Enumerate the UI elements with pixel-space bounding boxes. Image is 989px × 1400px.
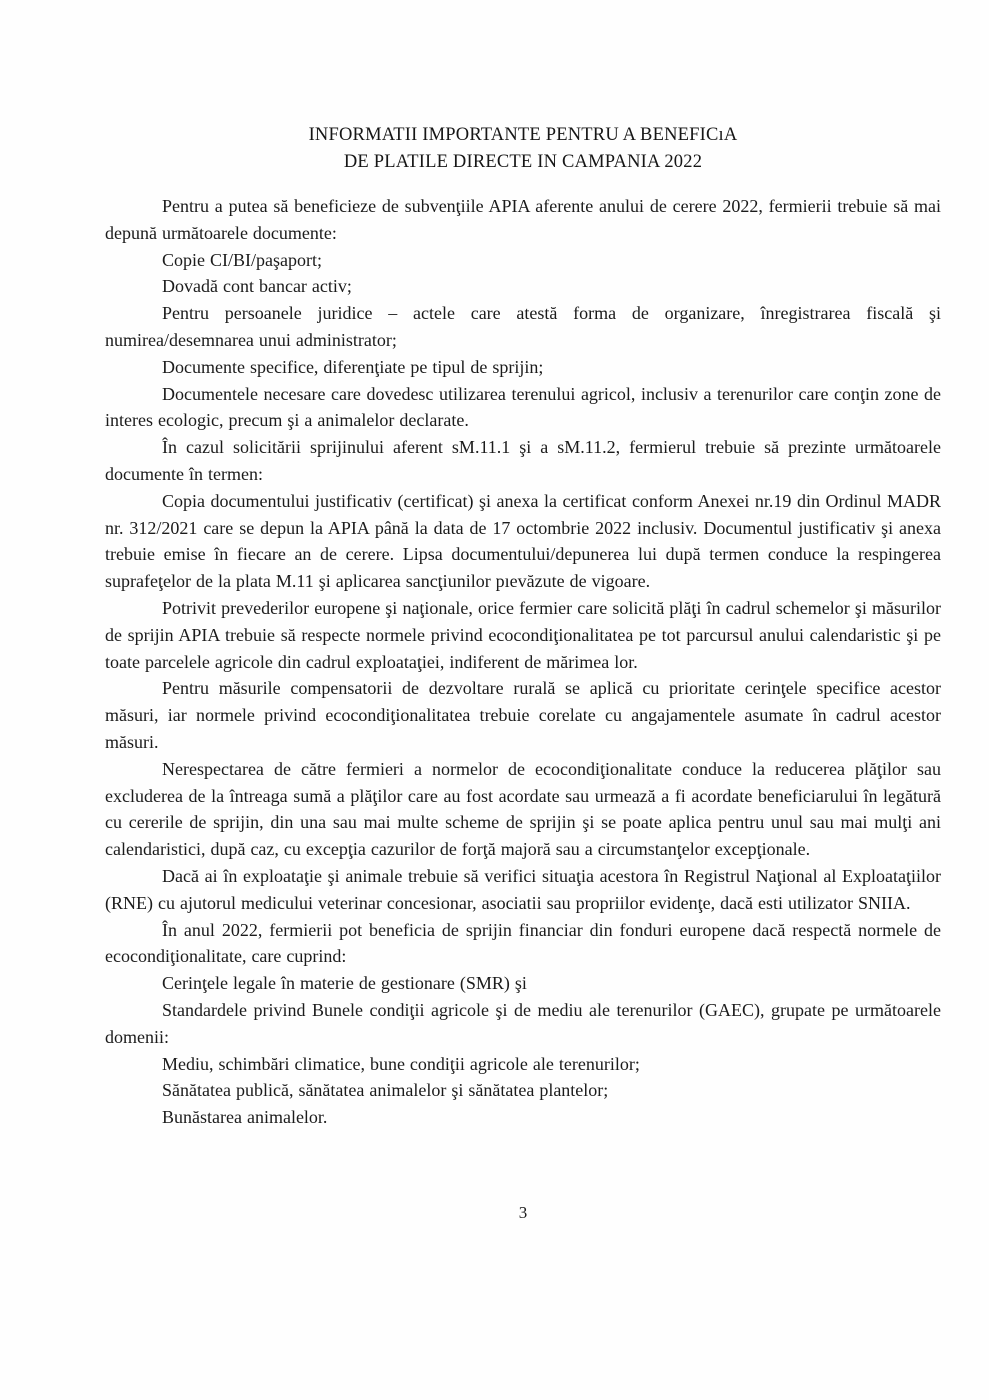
document-body — [105, 193, 941, 1131]
paragraph-animal-registry: Dacă ai în exploataţie şi animale trebuie să verifici situaţia acestora în Registrul Naţional al Exploataţiilor (RNE) cu ajutorul medicului veterinar concesionar, asociatii sau propriilor evidenţe, dacă esti utilizator SNIIA. — [105, 865, 941, 913]
paragraph-list-item-land-use-documents: Documentele necesare care dovedesc utilizarea terenului agricol, inclusiv a terenurilor care conţin zone de interes ecologic, precum şi a animalelor declarate. — [105, 383, 941, 431]
paragraph-domain-environment: Mediu, schimbări climatice, bune condiţii agricole ale terenurilor; — [162, 1053, 640, 1074]
paragraph-gaec-standards: Standardele privind Bunele condiţii agricole şi de mediu ale terenurilor (GAEC), grupate pe următoarele domenii: — [105, 999, 941, 1047]
document-title-line2: DE PLATILE DIRECTE IN CAMPANIA 2022 — [343, 152, 703, 172]
paragraph-2022-support-intro: În anul 2022, fermierii pot beneficia de sprijin financiar din fonduri europene dacă respectă normele de ecocondiţionalitate, care cuprind: — [105, 919, 941, 967]
document-content — [105, 122, 941, 1131]
paragraph-list-item-id-copy: Copie CI/BI/paşaport; — [162, 249, 322, 270]
paragraph-domain-health: Sănătatea publică, sănătatea animalelor şi sănătatea plantelor; — [162, 1080, 609, 1101]
paragraph-cross-compliance-rules: Potrivit prevederilor europene şi naţionale, orice fermier care solicită plăţi în cadrul schemelor şi măsurilor de sprijin APIA trebuie să respecte normele privind ecocondiţionalitatea pe tot parcursul anului calendaristic şi pe toate parcelele agricole din cadrul exploataţiei, indiferent de mărimea lor. — [105, 597, 941, 672]
paragraph-list-item-bank-account: Dovadă cont bancar activ; — [162, 276, 352, 297]
paragraph-sm11-intro: În cazul solicitării sprijinului aferent sM.11.1 şi a sM.11.2, fermierul trebuie să prezinte următoarele documente în termen: — [105, 437, 941, 484]
document-title-line1: INFORMATII IMPORTANTE PENTRU A BENEFICıA — [308, 125, 738, 145]
paragraph-non-compliance-consequences: Nerespectarea de către fermieri a normelor de ecocondiţionalitate conduce la reducerea plăţilor sau excluderea de la întreaga sumă a plăţilor care au fost acordate sau urmează a fi acordate beneficiarului în legătură cu cererile de sprijin, din una sau mai multe scheme de sprijin şi se poate aplica pentru unul sau mai mulţi ani calendaristici, după caz, cu excepţia cazurilor de forţă majoră sau a circumstanţelor excepţionale. — [105, 758, 941, 860]
paragraph-smr-requirements: Cerinţele legale în materie de gestionare (SMR) şi — [162, 973, 527, 994]
paragraph-compensatory-measures: Pentru măsurile compensatorii de dezvoltare rurală se aplică cu prioritate cerinţele specifice acestor măsuri, iar normele privind ecocondiţionalitatea trebuie corelate cu angajamentele asumate în cadrul acestor măsuri. — [105, 678, 941, 752]
paragraph-intro: Pentru a putea să beneficieze de subvenţiile APIA aferente anului de cerere 2022, fermierii trebuie să mai depună următoarele documente: — [105, 196, 941, 243]
paragraph-sm11-certificate: Copia documentului justificativ (certificat) şi anexa la certificat conform Anexei nr.19 din Ordinul MADR nr. 312/2021 care se depun la APIA până la data de 17 octombrie 2022 inclusiv. Documentul justificativ şi anexa trebuie emise în fiecare an de cerere. Lipsa documentului/depunerea lui după termen conduce la respingerea suprafeţelor de la plata M.11 şi aplicarea sancţiunilor pıevăzute de vigoare. — [105, 490, 941, 592]
paragraph-domain-animal-welfare: Bunăstarea animalelor. — [162, 1107, 328, 1128]
document-title — [105, 122, 941, 176]
paragraph-list-item-specific-documents: Documente specifice, diferenţiate pe tipul de sprijin; — [162, 356, 544, 377]
paragraph-list-item-legal-persons: Pentru persoanele juridice – actele care atestă forma de organizare, înregistrarea fiscală şi numirea/desemnarea unui administrator; — [105, 303, 941, 350]
page-number: 3 — [518, 1203, 528, 1222]
